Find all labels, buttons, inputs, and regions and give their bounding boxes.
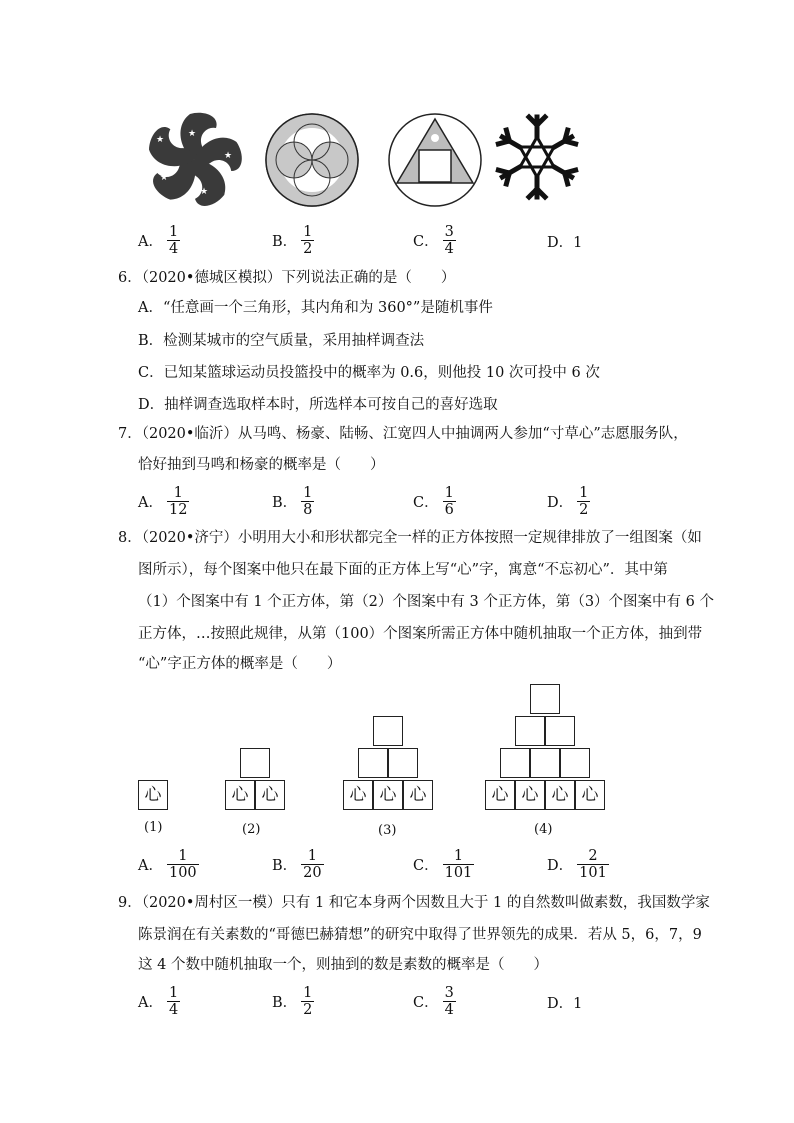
cube — [530, 748, 560, 778]
cube-heart: 心 — [225, 780, 255, 810]
q9-option-c: C． $\frac{3}{4}$ — [413, 985, 454, 1018]
caption-3: (3) — [378, 823, 397, 838]
q8-option-b: B． $\frac{1}{20}$ — [272, 848, 322, 881]
q7-stem-line2: 恰好抽到马鸣和杨豪的概率是（ ） — [138, 457, 385, 473]
q5-option-c: C． $\frac{3}{4}$ — [413, 224, 454, 257]
q8-option-d: D． $\frac{2}{101}$ — [547, 848, 607, 881]
cube-heart: 心 — [515, 780, 545, 810]
q8-stem-line5: “心”字正方体的概率是（ ） — [138, 656, 342, 672]
svg-text:★: ★ — [224, 151, 233, 161]
cube — [530, 684, 560, 714]
q8-stem-line3: （1）个图案中有 1 个正方体，第（2）个图案中有 3 个正方体，第（3）个图案中有 6 个 — [138, 594, 715, 610]
q9-stem-line1: 9．（2020•周村区一模）只有 1 和它本身两个因数且大于 1 的自然数叫做素数，我国数学家 — [118, 895, 710, 911]
four-circles-figure — [262, 110, 362, 210]
cube — [373, 716, 403, 746]
q8-option-a: A． $\frac{1}{100}$ — [138, 848, 197, 881]
q9-option-d: D．1 — [547, 996, 583, 1012]
cube-heart: 心 — [485, 780, 515, 810]
q6-option-c: C．已知某篮球运动员投篮投中的概率为 0.6，则他投 10 次可投中 6 次 — [138, 365, 600, 381]
q9-stem-line2: 陈景润在有关素数的“哥德巴赫猜想”的研究中取得了世界领先的成果．若从 5，6，7，9 — [138, 927, 702, 943]
cube — [560, 748, 590, 778]
cube — [515, 716, 545, 746]
cube-heart: 心 — [575, 780, 605, 810]
svg-text:★: ★ — [188, 129, 197, 139]
cube — [358, 748, 388, 778]
svg-text:★: ★ — [160, 173, 169, 183]
cube-heart: 心 — [138, 780, 168, 810]
q9-option-b: B． $\frac{1}{2}$ — [272, 985, 313, 1018]
cube-heart: 心 — [343, 780, 373, 810]
cube — [240, 748, 270, 778]
cube-heart: 心 — [545, 780, 575, 810]
q5-option-b: B． $\frac{1}{2}$ — [272, 224, 313, 257]
q7-option-d: D． $\frac{1}{2}$ — [547, 485, 589, 518]
caption-4: (4) — [534, 822, 553, 837]
svg-text:★: ★ — [200, 187, 209, 197]
q8-option-c: C． $\frac{1}{101}$ — [413, 848, 473, 881]
svg-text:★: ★ — [156, 135, 165, 145]
cube-heart: 心 — [373, 780, 403, 810]
q7-stem-line1: 7．（2020•临沂）从马鸣、杨豪、陆畅、江宽四人中抽调两人参加“寸草心”志愿服务队， — [118, 426, 688, 442]
q9-stem-line3: 这 4 个数中随机抽取一个，则抽到的数是素数的概率是（ ） — [138, 957, 548, 973]
q7-option-a: A． $\frac{1}{12}$ — [138, 485, 188, 518]
triangle-square-circle-figure — [385, 110, 485, 210]
cube — [545, 716, 575, 746]
q6-option-b: B．检测某城市的空气质量，采用抽样调查法 — [138, 333, 425, 349]
cube-heart: 心 — [403, 780, 433, 810]
q5-option-a: A． $\frac{1}{4}$ — [138, 224, 179, 257]
q9-option-a: A． $\frac{1}{4}$ — [138, 985, 179, 1018]
q6-option-a: A．“任意画一个三角形，其内角和为 360°”是随机事件 — [138, 300, 493, 316]
q8-stem-line2: 图所示），每个图案中他只在最下面的正方体上写“心”字，寓意“不忘初心”．其中第 — [138, 562, 668, 578]
cube-heart: 心 — [255, 780, 285, 810]
q8-stem-line1: 8．（2020•济宁）小明用大小和形状都完全一样的正方体按照一定规律排放了一组图案（如 — [118, 530, 702, 546]
cube — [388, 748, 418, 778]
q5-option-d: D．1 — [547, 235, 583, 251]
q7-option-c: C． $\frac{1}{6}$ — [413, 485, 454, 518]
caption-1: (1) — [144, 820, 163, 835]
bauhinia-flower-figure — [138, 108, 250, 213]
q6-stem: 6．（2020•德城区模拟）下列说法正确的是（ ） — [118, 270, 456, 286]
snowflake-figure — [490, 112, 585, 202]
q6-option-d: D．抽样调查选取样本时，所选样本可按自己的喜好选取 — [138, 397, 498, 413]
q7-option-b: B． $\frac{1}{8}$ — [272, 485, 313, 518]
cube — [500, 748, 530, 778]
q8-stem-line4: 正方体，…按照此规律，从第（100）个图案所需正方体中随机抽取一个正方体，抽到带 — [138, 626, 703, 642]
caption-2: (2) — [242, 822, 261, 837]
